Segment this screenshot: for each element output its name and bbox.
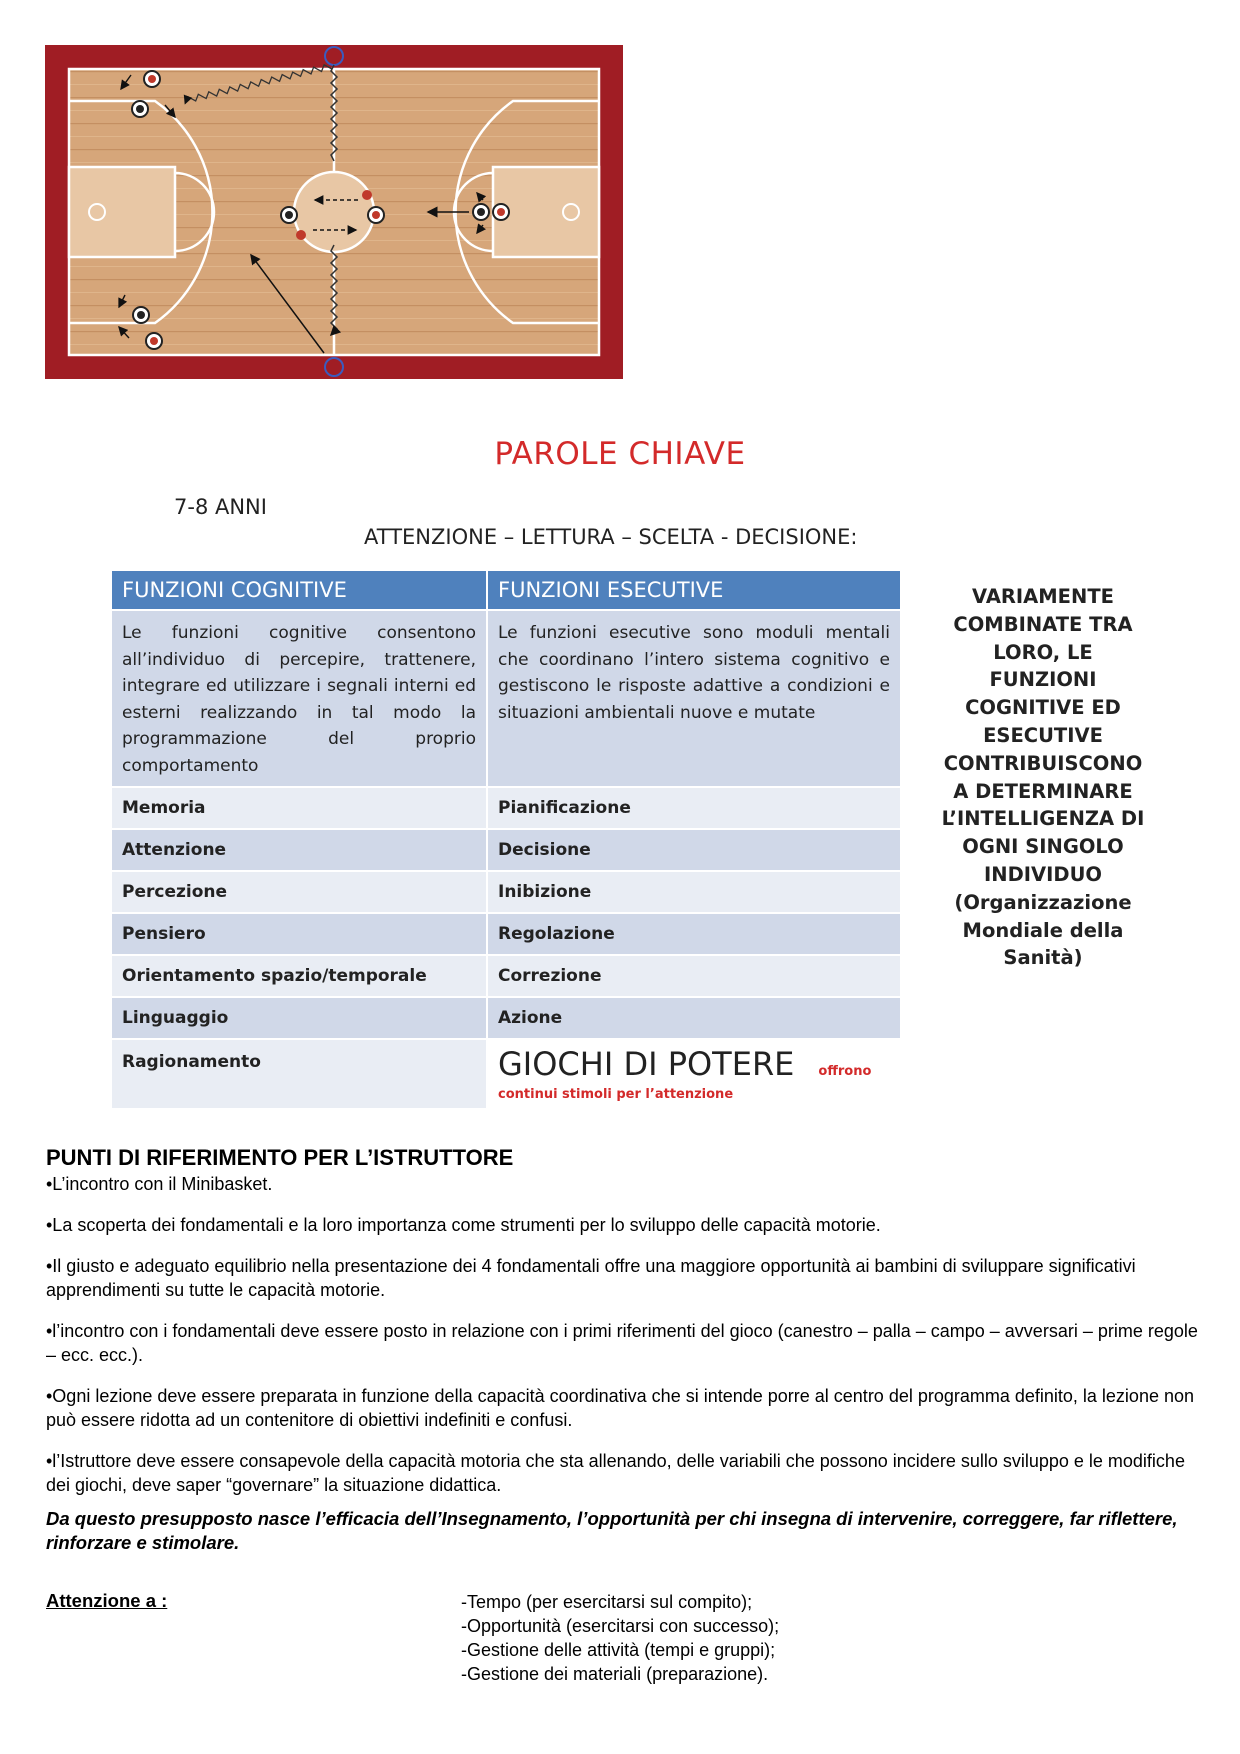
player-icon [144,71,160,87]
list-item: -Tempo (per esercitarsi sul compito); [461,1592,753,1612]
keywords-title: PAROLE CHIAVE [494,436,746,472]
header-cognitive: FUNZIONI COGNITIVE [112,571,488,609]
side-note-line: Mondiale della [962,918,1124,942]
keywords-list: ATTENZIONE – LETTURA – SCELTA - DECISIONE: [364,525,858,549]
section-title: PUNTI DI RIFERIMENTO PER L’ISTRUTTORE [46,1145,514,1170]
executive-item: Decisione [488,828,902,870]
cognitive-item: Ragionamento [112,1038,488,1108]
executive-item: Pianificazione [488,786,902,828]
executive-item: Correzione [488,954,902,996]
side-note-line: FUNZIONI [989,668,1097,692]
executive-item: Regolazione [488,912,902,954]
executive-item: Azione [488,996,902,1038]
bullet-list [46,1173,1206,1515]
table-row [112,912,902,954]
side-note [928,583,1158,972]
cognitive-item: Linguaggio [112,996,488,1038]
list-item: •L’incontro con il Minibasket. [46,1174,273,1194]
emphasis-paragraph: Da questo presupposto nasce l’efficacia dell’Insegnamento, l’opportunità per chi insegna di intervenire, correggere, far riflettere, rinforzare e stimolare. [46,1508,1178,1553]
list-item: -Gestione delle attività (tempi e gruppi); [461,1640,776,1660]
table-row [112,870,902,912]
basketball-court-diagram [45,45,623,379]
executive-item: Inibizione [488,870,902,912]
side-note-line: A DETERMINARE [953,779,1133,803]
functions-table [112,571,902,1108]
side-note-line: VARIAMENTE [972,585,1114,608]
cognitive-item: Pensiero [112,912,488,954]
side-note-line: OGNI SINGOLO [962,835,1124,859]
desc-executive: Le funzioni esecutive sono moduli mentali che coordinano l’intero sistema cognitivo e gestiscono le risposte adattive a condizioni e situazioni ambientali nuove e mutate [488,609,902,786]
table-row [112,996,902,1038]
player-icon [296,230,306,240]
side-note-line: (Organizzazione [954,890,1132,914]
side-note-line: COMBINATE TRA [953,612,1133,636]
player-icon [132,101,148,117]
player-icon [281,207,297,223]
side-note-line: L’INTELLIGENZA DI [941,807,1145,831]
player-icon [473,204,489,220]
player-icon [133,307,149,323]
player-icon [493,204,509,220]
table-row [112,1038,902,1108]
table-row [112,786,902,828]
side-note-line: ESECUTIVE [983,723,1103,747]
player-icon [146,333,162,349]
side-note-line: CONTRIBUISCONO [943,751,1143,775]
list-item: •l’incontro con i fondamentali deve essere posto in relazione con i primi riferimenti del gioco (canestro – palla – campo – avversari – prime regole – ecc. ecc.). [46,1321,1198,1365]
giochi-title: GIOCHI DI POTERE [498,1045,795,1083]
player-icon [362,190,372,200]
table-row [112,828,902,870]
cognitive-item: Memoria [112,786,488,828]
list-item: •l’Istruttore deve essere consapevole della capacità motoria che sta allenando, delle variabili che possono incidere sullo sviluppo e le modifiche dei giochi, deve saper “governare” la situazione didattica. [46,1451,1185,1495]
attention-list [461,1590,779,1686]
list-item: •La scoperta dei fondamentali e la loro importanza come strumenti per lo sviluppo delle capacità motorie. [46,1214,881,1235]
table-row [112,954,902,996]
attention-label: Attenzione a : [46,1590,168,1611]
list-item: •Il giusto e adeguato equilibrio nella presentazione dei 4 fondamentali offre una maggiore opportunità ai bambini di sviluppare significativi apprendimenti su tutte le capacità motorie. [46,1256,1136,1300]
cognitive-item: Orientamento spazio/temporale [112,954,488,996]
desc-cognitive: Le funzioni cognitive consentono all’individuo di percepire, trattenere, integrare ed utilizzare i segnali interni ed esterni realizzando in tal modo la programmazione del proprio comportamento [112,609,488,786]
cognitive-item: Attenzione [112,828,488,870]
side-note-line: INDIVIDUO [984,862,1102,886]
giochi-cell [488,1038,902,1108]
cognitive-item: Percezione [112,870,488,912]
list-item: -Gestione dei materiali (preparazione). [461,1664,769,1684]
list-item: -Opportunità (esercitarsi con successo); [461,1616,780,1636]
giochi-note: offrono continui stimoli per l’attenzione [498,1064,872,1102]
list-item: •Ogni lezione deve essere preparata in funzione della capacità coordinativa che si intende porre al centro del programma definito, la lezione non può essere ridotta ad un contenitore di obiettivi indefiniti e confusi. [46,1386,1195,1430]
header-executive: FUNZIONI ESECUTIVE [488,571,902,609]
player-icon [368,207,384,223]
keywords-age: 7-8 ANNI [174,495,267,519]
side-note-line: Sanità) [1003,946,1083,970]
side-note-line: COGNITIVE ED [965,696,1121,720]
side-note-line: LORO, LE [993,640,1093,664]
